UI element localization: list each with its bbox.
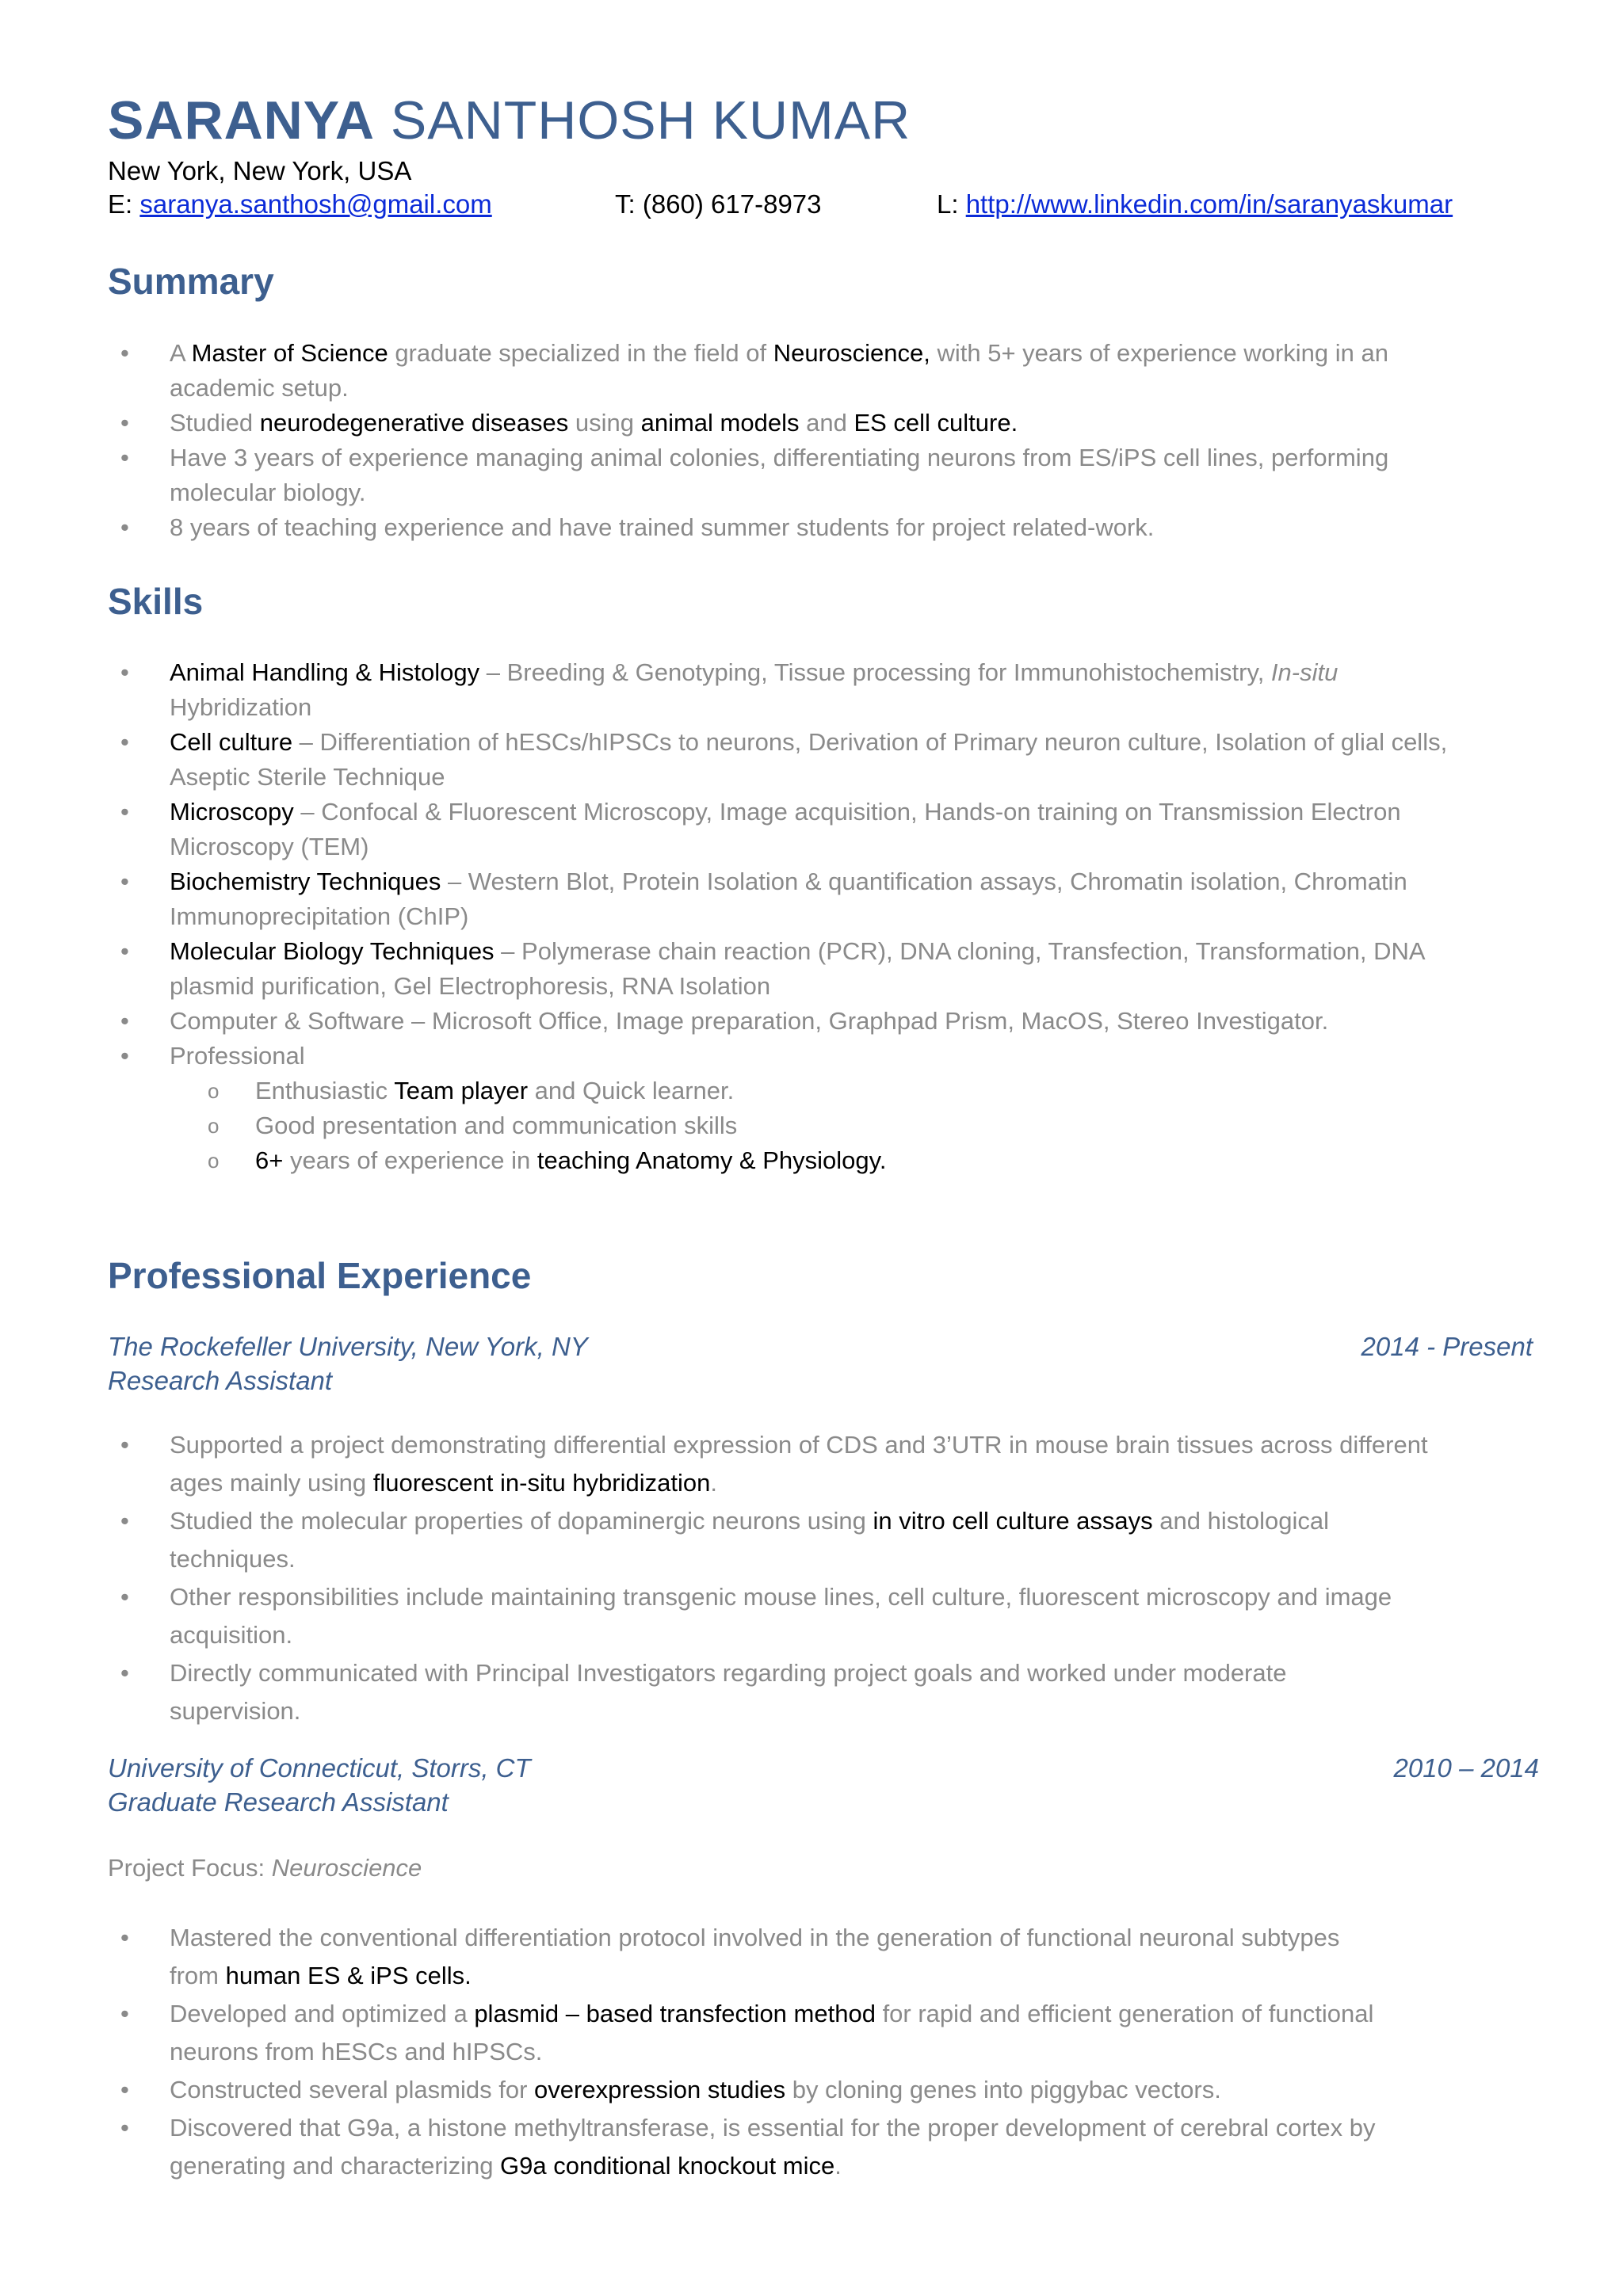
bullet-icon: •: [120, 339, 129, 367]
sub-skill-item: o Good presentation and communication skills: [108, 1108, 1534, 1143]
phone-line: [615, 188, 822, 221]
job-rockefeller-header: [108, 1329, 1534, 1398]
bullet-icon: •: [120, 1431, 129, 1459]
bullet-icon: •: [120, 409, 129, 437]
bullet-icon: •: [120, 868, 129, 895]
bullet-icon: •: [120, 937, 129, 965]
summary-item: • A Master of Science graduate specialized in the field of Neuroscience, with 5+ years of experience working in an academic setup.: [108, 336, 1534, 406]
bullet-icon: •: [120, 1007, 129, 1035]
job-dates: 2014 - Present: [1361, 1332, 1533, 1361]
email-line: [108, 188, 492, 221]
skill-item: • Professional: [108, 1039, 1534, 1074]
sub-bullet-icon: o: [208, 1079, 220, 1103]
summary-item: • 8 years of teaching experience and have trained summer students for project related-work.: [108, 510, 1534, 545]
job-duty-item: • Studied the molecular properties of dopaminergic neurons using in vitro cell culture assays and histological techniques.: [108, 1502, 1534, 1578]
skills-list: [108, 655, 1534, 1178]
job-duty-item: • Other responsibilities include maintaining transgenic mouse lines, cell culture, fluorescent microscopy and image acquisition.: [108, 1578, 1534, 1654]
job-duty-item: • Constructed several plasmids for overexpression studies by cloning genes into piggybac vectors.: [108, 2071, 1534, 2109]
job-role: Graduate Research Assistant: [108, 1787, 449, 1817]
job-organization: The Rockefeller University, New York, NY: [108, 1332, 588, 1361]
bullet-icon: •: [120, 1583, 129, 1611]
location: New York, New York, USA: [108, 156, 412, 185]
job-uconn-header: [108, 1751, 1539, 1819]
bullet-icon: •: [120, 1659, 129, 1687]
job-rockefeller-list: [108, 1426, 1534, 1730]
experience-heading: Professional Experience: [108, 1255, 532, 1296]
skill-item: • Cell culture – Differentiation of hESCs/hIPSCs to neurons, Derivation of Primary neuron culture, Isolation of glial cells, Aseptic Sterile Technique: [108, 725, 1534, 795]
bullet-icon: •: [120, 1042, 129, 1070]
phone-prefix: T:: [615, 189, 636, 219]
skill-item: • Animal Handling & Histology – Breeding & Genotyping, Tissue processing for Immunohistochemistry, In-situ Hybridization: [108, 655, 1534, 725]
skill-item: • Molecular Biology Techniques – Polymerase chain reaction (PCR), DNA cloning, Transfection, Transformation, DNA plasmid purification, Gel Electrophoresis, RNA Isolation: [108, 934, 1534, 1004]
job-duty-item: • Directly communicated with Principal Investigators regarding project goals and worked under moderate supervision.: [108, 1654, 1534, 1730]
bullet-icon: •: [120, 2114, 129, 2142]
linkedin-prefix: L:: [937, 189, 959, 219]
skill-item: • Computer & Software – Microsoft Office, Image preparation, Graphpad Prism, MacOS, Stereo Investigator.: [108, 1004, 1534, 1039]
linkedin-link[interactable]: http://www.linkedin.com/in/saranyaskumar: [965, 189, 1453, 219]
job-role: Research Assistant: [108, 1366, 333, 1395]
bullet-icon: •: [120, 513, 129, 541]
candidate-name: [108, 89, 911, 152]
bullet-icon: •: [120, 2076, 129, 2103]
job-organization: University of Connecticut, Storrs, CT: [108, 1753, 531, 1783]
bullet-icon: •: [120, 798, 129, 826]
summary-item: • Studied neurodegenerative diseases using animal models and ES cell culture.: [108, 406, 1534, 441]
sub-skill-item: o Enthusiastic Team player and Quick learner.: [108, 1074, 1534, 1108]
linkedin-line: [937, 188, 1453, 221]
bullet-icon: •: [120, 444, 129, 471]
first-name: SARANYA: [108, 90, 376, 151]
skill-item: • Biochemistry Techniques – Western Blot, Protein Isolation & quantification assays, Chromatin isolation, Chromatin Immunoprecipitation (ChIP): [108, 864, 1534, 934]
sub-bullet-icon: o: [208, 1114, 220, 1138]
email-link[interactable]: saranya.santhosh@gmail.com: [139, 189, 492, 219]
job-duty-item: • Discovered that G9a, a histone methyltransferase, is essential for the proper development of cerebral cortex by generating and characterizing G9a conditional knockout mice.: [108, 2109, 1534, 2185]
job-duty-item: • Supported a project demonstrating differential expression of CDS and 3’UTR in mouse brain tissues across different ages mainly using fluorescent in-situ hybridization.: [108, 1426, 1534, 1502]
bullet-icon: •: [120, 1924, 129, 1951]
phone-number: (860) 617-8973: [642, 189, 822, 219]
summary-list: [108, 336, 1534, 545]
sub-skill-item: o 6+ years of experience in teaching Anatomy & Physiology.: [108, 1143, 1534, 1178]
last-name: SANTHOSH KUMAR: [390, 90, 911, 151]
sub-bullet-icon: o: [208, 1149, 220, 1173]
bullet-icon: •: [120, 1507, 129, 1535]
job-dates: 2010 – 2014: [1393, 1753, 1539, 1783]
bullet-icon: •: [120, 728, 129, 756]
skills-heading: Skills: [108, 581, 204, 622]
bullet-icon: •: [120, 658, 129, 686]
bullet-icon: •: [120, 2000, 129, 2027]
project-focus: Project Focus: Neuroscience: [108, 1854, 422, 1882]
summary-item: • Have 3 years of experience managing animal colonies, differentiating neurons from ES/iPS cell lines, performing molecular biology.: [108, 441, 1534, 510]
email-prefix: E:: [108, 189, 133, 219]
job-uconn-list: [108, 1919, 1534, 2185]
job-duty-item: • Developed and optimized a plasmid – based transfection method for rapid and efficient generation of functional neurons from hESCs and hIPSCs.: [108, 1995, 1534, 2071]
job-duty-item: • Mastered the conventional differentiation protocol involved in the generation of functional neuronal subtypes from human ES & iPS cells.: [108, 1919, 1534, 1995]
summary-heading: Summary: [108, 261, 274, 302]
skill-item: • Microscopy – Confocal & Fluorescent Microscopy, Image acquisition, Hands-on training on Transmission Electron Microscopy (TEM): [108, 795, 1534, 864]
